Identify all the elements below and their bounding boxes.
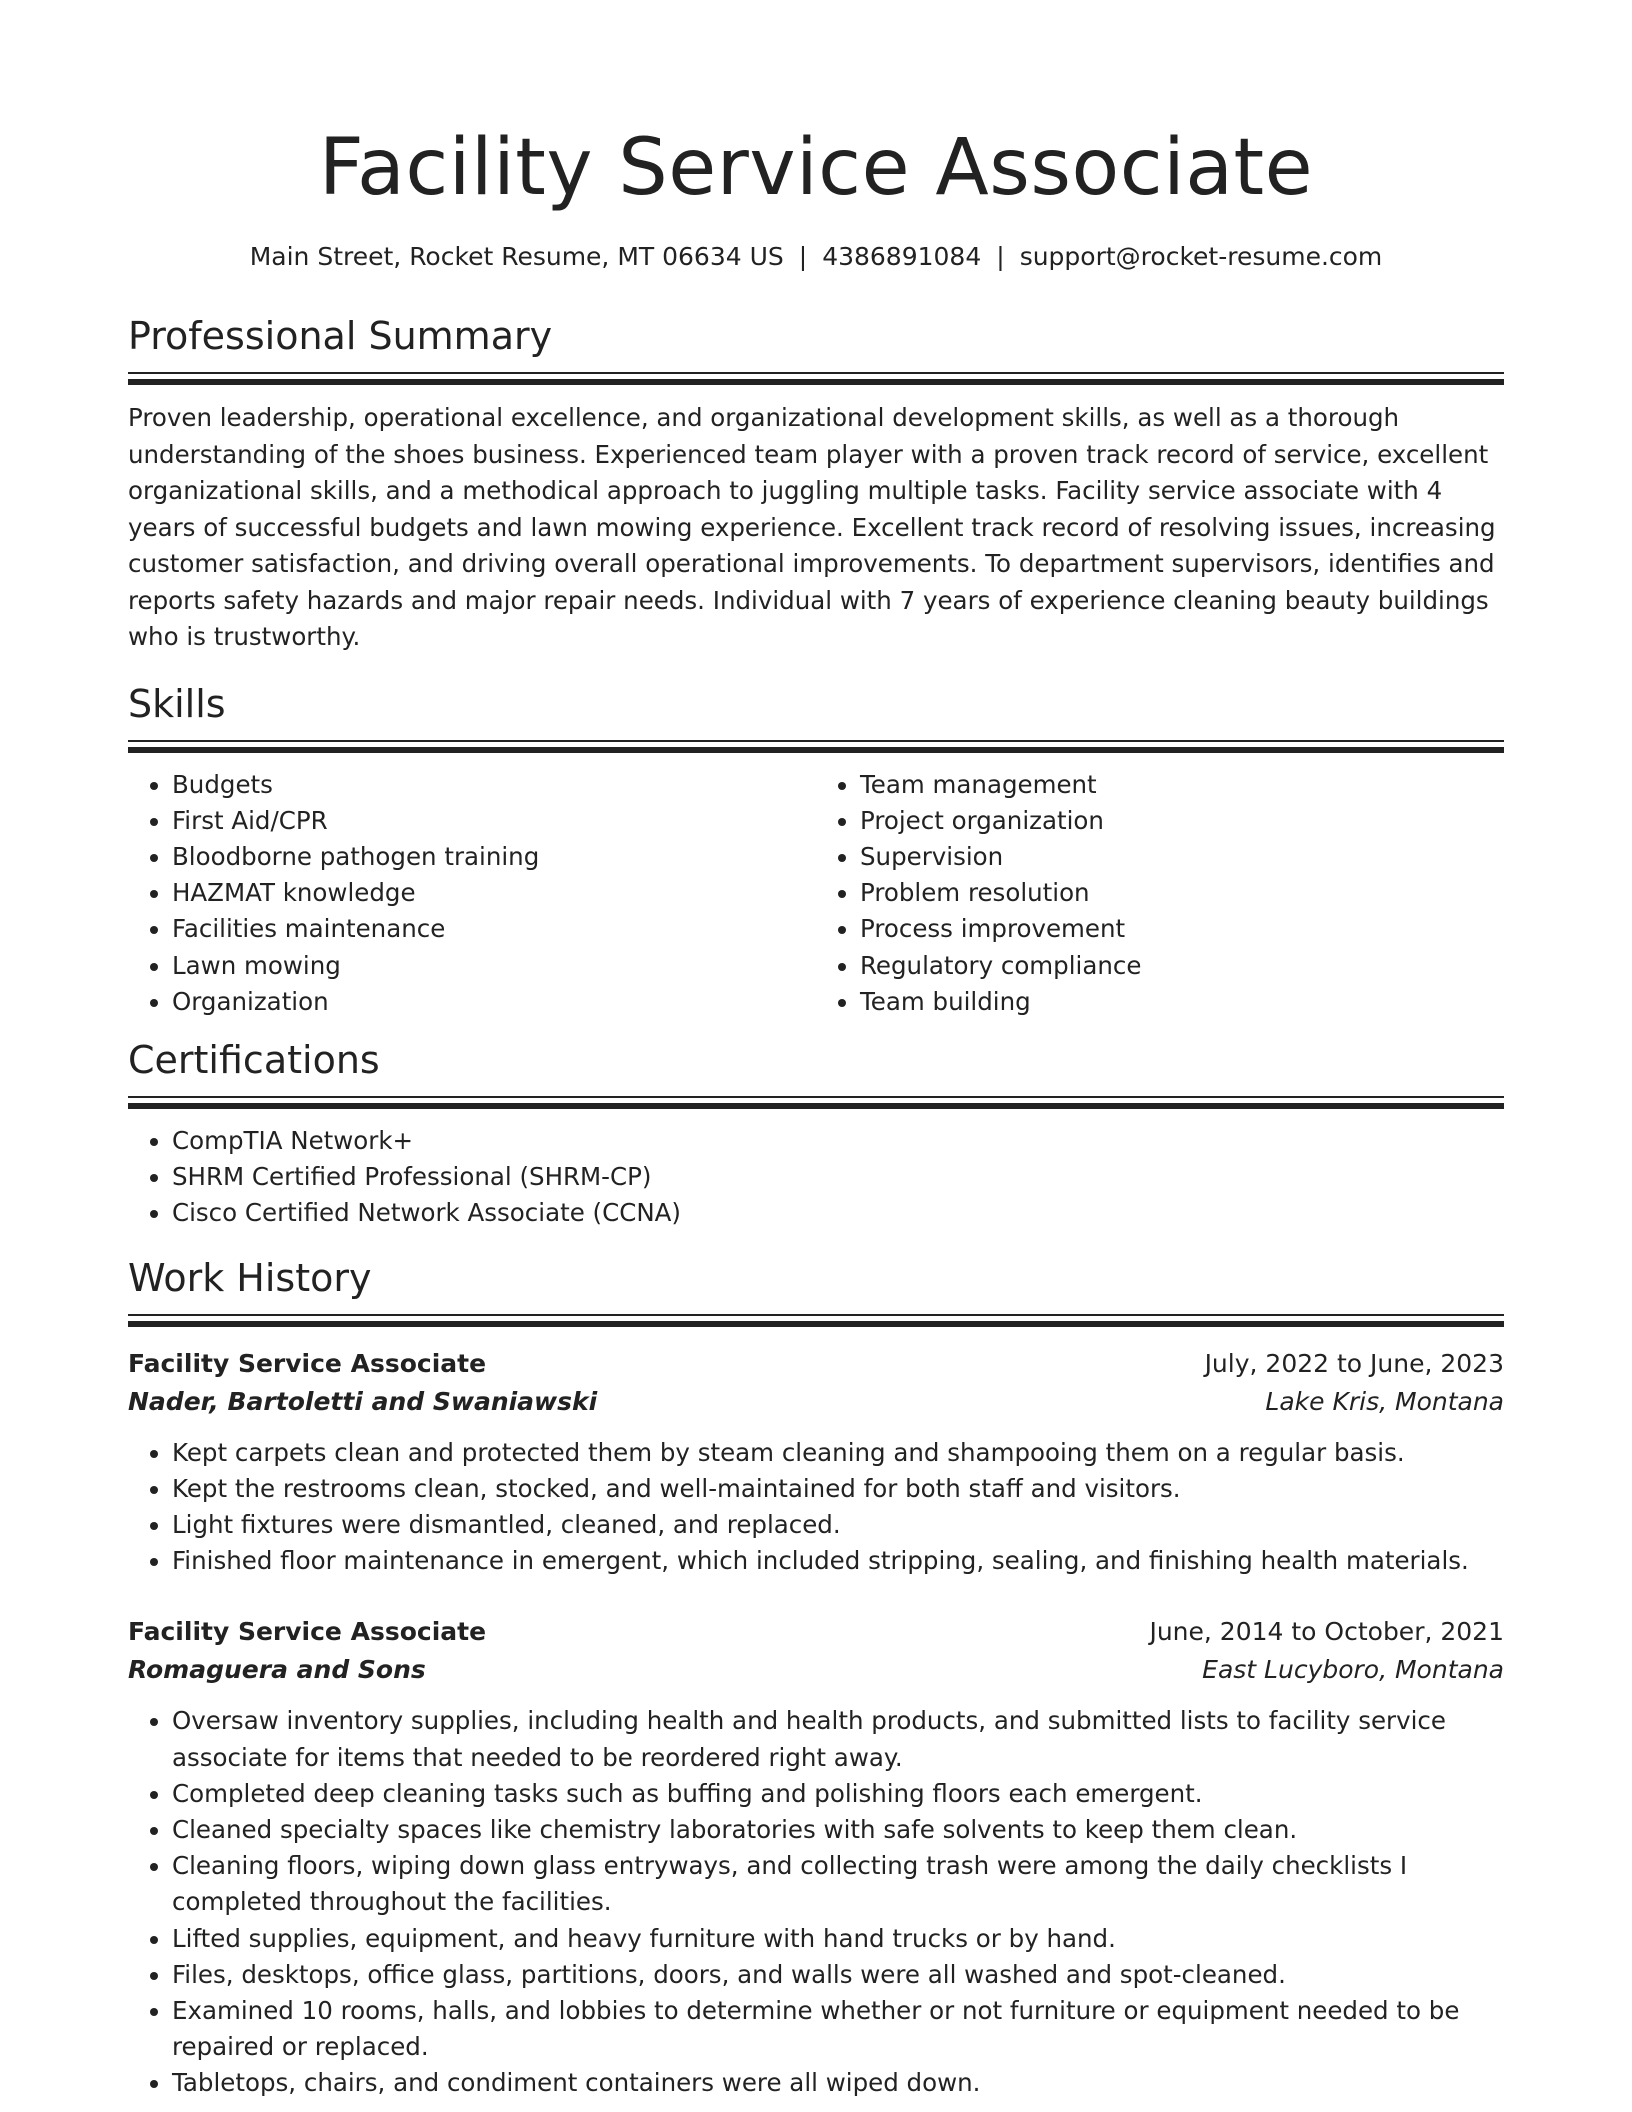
- job-duty-item: • Tabletops, chairs, and condiment containers were all wiped down.: [172, 2065, 1504, 2101]
- job-title: Facility Service Associate: [128, 1617, 487, 1647]
- job-location: Lake Kris, Montana: [1265, 1386, 1504, 1416]
- skill-item: • Organization: [172, 984, 816, 1020]
- job-header-row: [128, 1613, 1504, 1651]
- skills-column-left: [128, 767, 816, 1020]
- job-duty-item: • Completed deep cleaning tasks such as buffing and polishing floors each emergent.: [172, 1776, 1504, 1812]
- job-duty-item: • Examined 10 rooms, halls, and lobbies to determine whether or not furniture or equipment needed to be repaired or replaced.: [172, 1993, 1504, 2065]
- job-duties-list: [128, 1435, 1504, 1580]
- skills-list-left: [128, 767, 816, 1020]
- job-duty-item: • Files, desktops, office glass, partitions, doors, and walls were all washed and spot-cleaned.: [172, 1957, 1504, 1993]
- job-company: Romaguera and Sons: [128, 1655, 426, 1685]
- section-title-certifications: Certifications: [128, 1037, 380, 1082]
- certification-item: • SHRM Certified Professional (SHRM-CP): [172, 1159, 1504, 1195]
- skill-item: • HAZMAT knowledge: [172, 875, 816, 911]
- certification-item: • Cisco Certified Network Associate (CCNA): [172, 1195, 1504, 1231]
- job-duty-item: • Lifted supplies, equipment, and heavy furniture with hand trucks or by hand.: [172, 1921, 1504, 1957]
- job-entry: [128, 1345, 1504, 1580]
- section-divider: [128, 1096, 1504, 1109]
- skill-item: • Project organization: [860, 803, 1504, 839]
- section-divider: [128, 740, 1504, 753]
- section-title-summary: Professional Summary: [128, 314, 553, 358]
- job-duty-item: • Oversaw inventory supplies, including health and health products, and submitted lists to facility service associate for items that needed to be reordered right away.: [172, 1703, 1504, 1775]
- job-subheader-row: [128, 1651, 1504, 1689]
- skills-list-right: [816, 767, 1504, 1020]
- skill-item: • Team management: [860, 767, 1504, 803]
- job-duties-list: [128, 1703, 1504, 2101]
- contact-email: support@rocket-resume.com: [1019, 242, 1383, 271]
- section-divider: [128, 372, 1504, 385]
- skill-item: • Lawn mowing: [172, 948, 816, 984]
- work-history-section: [128, 1254, 1504, 2102]
- job-company: Nader, Bartoletti and Swaniawski: [128, 1386, 598, 1416]
- certifications-list: [128, 1123, 1504, 1232]
- contact-address: Main Street, Rocket Resume, MT 06634 US: [249, 242, 784, 271]
- contact-line: [128, 240, 1504, 274]
- skill-item: • Bloodborne pathogen training: [172, 839, 816, 875]
- certifications-section: [128, 1036, 1504, 1232]
- skills-columns: [128, 767, 1504, 1020]
- job-duty-item: • Cleaned specialty spaces like chemistry laboratories with safe solvents to keep them clean.: [172, 1812, 1504, 1848]
- skill-item: • Process improvement: [860, 911, 1504, 947]
- job-entry: [128, 1613, 1504, 2101]
- job-duty-item: • Light fixtures were dismantled, cleaned, and replaced.: [172, 1507, 1504, 1543]
- job-header-row: [128, 1345, 1504, 1383]
- skill-item: • Team building: [860, 984, 1504, 1020]
- contact-separator: |: [996, 242, 1005, 271]
- skill-item: • Problem resolution: [860, 875, 1504, 911]
- job-location: East Lucyboro, Montana: [1202, 1655, 1504, 1685]
- job-duty-item: • Finished floor maintenance in emergent, which included stripping, sealing, and finishing health materials.: [172, 1543, 1504, 1579]
- skills-column-right: [816, 767, 1504, 1020]
- skill-item: • Budgets: [172, 767, 816, 803]
- contact-separator: |: [798, 242, 808, 271]
- section-title-skills: Skills: [128, 681, 226, 726]
- section-title-work-history: Work History: [128, 1255, 372, 1300]
- summary-section: [128, 312, 1504, 656]
- job-dates: July, 2022 to June, 2023: [1204, 1348, 1504, 1378]
- resume-name: Facility Service Associate: [318, 123, 1314, 213]
- summary-text: Proven leadership, operational excellence, and organizational development skills, as well as a thorough understanding of the shoes business. Experienced team player with a proven track record of service, excellent organizational skills, and a methodical approach to juggling multiple tasks. Facility service associate with 4 years of successful budgets and lawn mowing experience. Excellent track record of resolving issues, increasing customer satisfaction, and driving overall operational improvements. To department supervisors, identifies and reports safety hazards and major repair needs. Individual with 7 years of experience cleaning beauty buildings who is trustworthy.: [128, 403, 1496, 651]
- job-dates: June, 2014 to October, 2021: [1149, 1617, 1504, 1647]
- section-divider: [128, 1314, 1504, 1327]
- job-duty-item: • Cleaning floors, wiping down glass entryways, and collecting trash were among the daily checklists I completed throughout the facilities.: [172, 1848, 1504, 1920]
- skill-item: • Facilities maintenance: [172, 911, 816, 947]
- job-duty-item: • Kept carpets clean and protected them by steam cleaning and shampooing them on a regular basis.: [172, 1435, 1504, 1471]
- certification-item: • CompTIA Network+: [172, 1123, 1504, 1159]
- job-title: Facility Service Associate: [128, 1348, 487, 1378]
- job-subheader-row: [128, 1383, 1504, 1421]
- contact-phone: 4386891084: [822, 242, 982, 271]
- skill-item: • Regulatory compliance: [860, 948, 1504, 984]
- skills-section: [128, 680, 1504, 1020]
- job-duty-item: • Kept the restrooms clean, stocked, and well-maintained for both staff and visitors.: [172, 1471, 1504, 1507]
- skill-item: • First Aid/CPR: [172, 803, 816, 839]
- skill-item: • Supervision: [860, 839, 1504, 875]
